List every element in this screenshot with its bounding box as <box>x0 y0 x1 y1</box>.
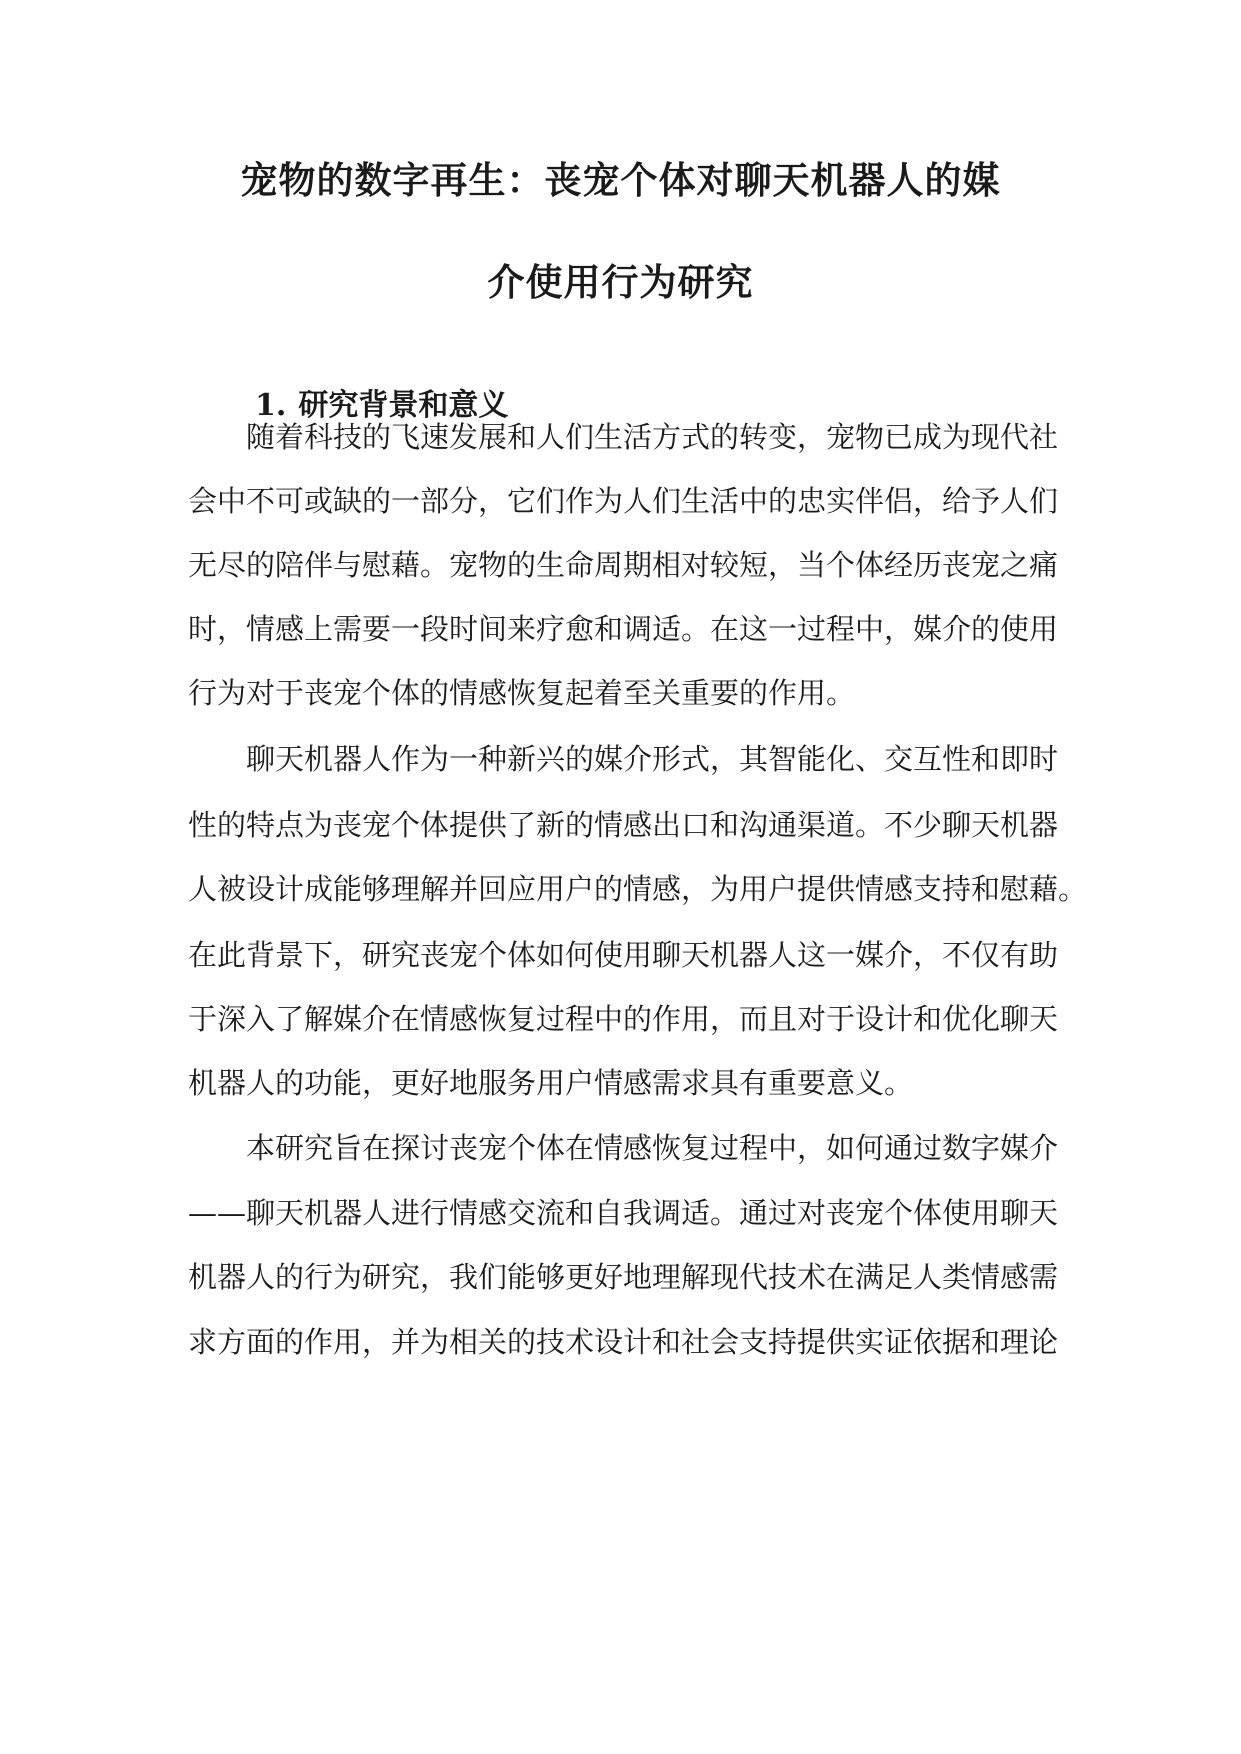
paragraph-3-line-3: 机器人的行为研究，我们能够更好地理解现代技术在满足人类情感需 <box>188 1260 1059 1294</box>
paragraph-2-line-2: 性的特点为丧宠个体提供了新的情感出口和沟通渠道。不少聊天机器 <box>188 808 1059 842</box>
paragraph-3-line-4: 求方面的作用，并为相关的技术设计和社会支持提供实证依据和理论 <box>188 1325 1059 1359</box>
paragraph-3-line-1: 本研究旨在探讨丧宠个体在情感恢复过程中，如何通过数字媒介 <box>246 1131 1059 1165</box>
paragraph-2-line-4: 在此背景下，研究丧宠个体如何使用聊天机器人这一媒介，不仅有助 <box>188 938 1059 972</box>
paragraph-3-line-2: ——聊天机器人进行情感交流和自我调适。通过对丧宠个体使用聊天 <box>188 1196 1059 1230</box>
paragraph-1-line-1: 随着科技的飞速发展和人们生活方式的转变，宠物已成为现代社 <box>246 420 1059 454</box>
paragraph-2-line-6: 机器人的功能，更好地服务用户情感需求具有重要意义。 <box>188 1066 914 1100</box>
paragraph-1-line-3: 无尽的陪伴与慰藉。宠物的生命周期相对较短，当个体经历丧宠之痛 <box>188 548 1059 582</box>
paragraph-1-line-5: 行为对于丧宠个体的情感恢复起着至关重要的作用。 <box>188 676 856 710</box>
paragraph-2-line-3: 人被设计成能够理解并回应用户的情感，为用户提供情感支持和慰藉。 <box>188 872 1088 906</box>
paragraph-1-line-2: 会中不可或缺的一部分，它们作为人们生活中的忠实伴侣，给予人们 <box>188 484 1059 518</box>
section-number: 1. <box>255 388 287 423</box>
document-title-line-1: 宠物的数字再生：丧宠个体对聊天机器人的媒 <box>240 158 1001 202</box>
section-heading-text: 研究背景和意义 <box>298 388 509 423</box>
paragraph-2-line-1: 聊天机器人作为一种新兴的媒介形式，其智能化、交互性和即时 <box>246 742 1059 776</box>
paragraph-1-line-4: 时，情感上需要一段时间来疗愈和调适。在这一过程中，媒介的使用 <box>188 612 1059 646</box>
document-title-line-2: 介使用行为研究 <box>487 260 754 304</box>
paragraph-2-line-5: 于深入了解媒介在情感恢复过程中的作用，而且对于设计和优化聊天 <box>188 1002 1059 1036</box>
